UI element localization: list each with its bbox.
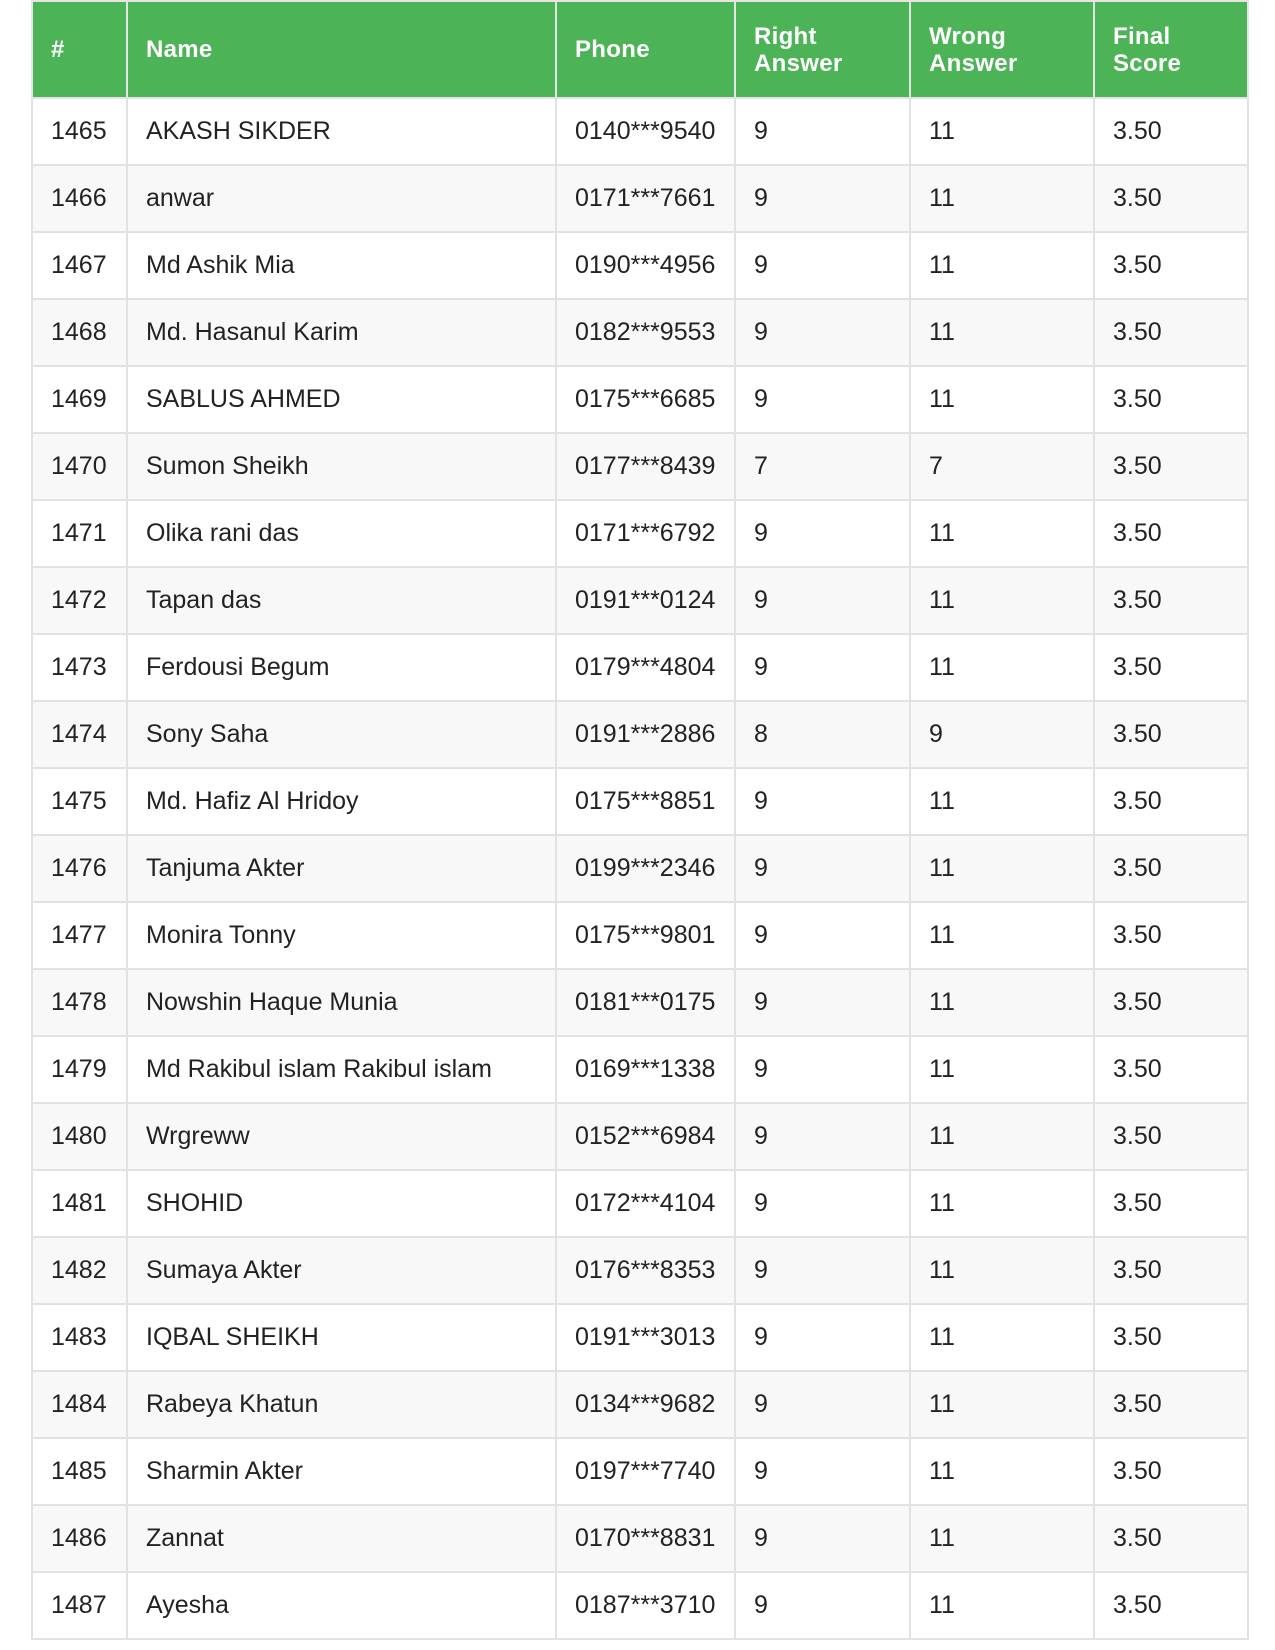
cell-final-score: 3.50 (1094, 1237, 1248, 1304)
table-row (32, 567, 1248, 634)
header-name: Name (127, 1, 556, 98)
cell-name: Sumaya Akter (127, 1237, 556, 1304)
cell-right-answer: 9 (735, 1237, 910, 1304)
cell-number: 1474 (32, 701, 127, 768)
cell-wrong-answer: 11 (910, 232, 1094, 299)
cell-wrong-answer: 11 (910, 98, 1094, 165)
cell-wrong-answer: 11 (910, 366, 1094, 433)
cell-wrong-answer: 7 (910, 433, 1094, 500)
cell-name: Monira Tonny (127, 902, 556, 969)
cell-right-answer: 9 (735, 299, 910, 366)
cell-name: Sony Saha (127, 701, 556, 768)
cell-name: IQBAL SHEIKH (127, 1304, 556, 1371)
table-row (32, 299, 1248, 366)
cell-right-answer: 9 (735, 969, 910, 1036)
cell-wrong-answer: 11 (910, 1304, 1094, 1371)
cell-final-score: 3.50 (1094, 1170, 1248, 1237)
cell-name: Md. Hafiz Al Hridoy (127, 768, 556, 835)
cell-final-score: 3.50 (1094, 567, 1248, 634)
cell-number: 1477 (32, 902, 127, 969)
cell-number: 1481 (32, 1170, 127, 1237)
table-row (32, 969, 1248, 1036)
cell-name: Md. Hasanul Karim (127, 299, 556, 366)
cell-name: Ayesha (127, 1572, 556, 1639)
table-row (32, 634, 1248, 701)
cell-name: Md Ashik Mia (127, 232, 556, 299)
cell-name: Ferdousi Begum (127, 634, 556, 701)
cell-phone: 0181***0175 (556, 969, 735, 1036)
cell-wrong-answer: 11 (910, 902, 1094, 969)
cell-name: Zannat (127, 1505, 556, 1572)
table-row (32, 768, 1248, 835)
cell-phone: 0191***3013 (556, 1304, 735, 1371)
cell-phone: 0152***6984 (556, 1103, 735, 1170)
cell-right-answer: 9 (735, 1438, 910, 1505)
cell-right-answer: 9 (735, 500, 910, 567)
cell-number: 1472 (32, 567, 127, 634)
cell-final-score: 3.50 (1094, 1371, 1248, 1438)
cell-wrong-answer: 11 (910, 1505, 1094, 1572)
cell-number: 1475 (32, 768, 127, 835)
cell-name: Tanjuma Akter (127, 835, 556, 902)
cell-number: 1482 (32, 1237, 127, 1304)
cell-wrong-answer: 11 (910, 969, 1094, 1036)
cell-wrong-answer: 11 (910, 634, 1094, 701)
cell-phone: 0182***9553 (556, 299, 735, 366)
results-table-container (31, 0, 1247, 1640)
cell-number: 1466 (32, 165, 127, 232)
cell-final-score: 3.50 (1094, 835, 1248, 902)
cell-number: 1471 (32, 500, 127, 567)
cell-right-answer: 9 (735, 366, 910, 433)
cell-phone: 0190***4956 (556, 232, 735, 299)
cell-name: Rabeya Khatun (127, 1371, 556, 1438)
table-row (32, 1237, 1248, 1304)
table-row (32, 1572, 1248, 1639)
table-row (32, 835, 1248, 902)
cell-number: 1468 (32, 299, 127, 366)
table-row (32, 1438, 1248, 1505)
cell-name: SABLUS AHMED (127, 366, 556, 433)
cell-wrong-answer: 11 (910, 299, 1094, 366)
cell-phone: 0171***6792 (556, 500, 735, 567)
cell-final-score: 3.50 (1094, 969, 1248, 1036)
cell-number: 1485 (32, 1438, 127, 1505)
cell-name: SHOHID (127, 1170, 556, 1237)
header-number: # (32, 1, 127, 98)
table-row (32, 902, 1248, 969)
cell-wrong-answer: 11 (910, 1036, 1094, 1103)
cell-number: 1476 (32, 835, 127, 902)
cell-phone: 0175***8851 (556, 768, 735, 835)
cell-right-answer: 9 (735, 567, 910, 634)
cell-number: 1484 (32, 1371, 127, 1438)
cell-right-answer: 9 (735, 165, 910, 232)
table-row (32, 1304, 1248, 1371)
cell-final-score: 3.50 (1094, 299, 1248, 366)
cell-phone: 0172***4104 (556, 1170, 735, 1237)
table-row (32, 433, 1248, 500)
table-row (32, 701, 1248, 768)
cell-number: 1486 (32, 1505, 127, 1572)
cell-wrong-answer: 11 (910, 1572, 1094, 1639)
cell-wrong-answer: 11 (910, 1438, 1094, 1505)
cell-phone: 0179***4804 (556, 634, 735, 701)
cell-right-answer: 9 (735, 98, 910, 165)
cell-wrong-answer: 9 (910, 701, 1094, 768)
cell-wrong-answer: 11 (910, 1237, 1094, 1304)
table-row (32, 1371, 1248, 1438)
cell-final-score: 3.50 (1094, 768, 1248, 835)
table-row (32, 165, 1248, 232)
cell-final-score: 3.50 (1094, 1103, 1248, 1170)
cell-right-answer: 9 (735, 902, 910, 969)
cell-wrong-answer: 11 (910, 567, 1094, 634)
cell-final-score: 3.50 (1094, 165, 1248, 232)
cell-final-score: 3.50 (1094, 634, 1248, 701)
cell-right-answer: 9 (735, 1036, 910, 1103)
cell-right-answer: 9 (735, 1505, 910, 1572)
results-table (31, 0, 1249, 1640)
cell-final-score: 3.50 (1094, 1304, 1248, 1371)
cell-number: 1487 (32, 1572, 127, 1639)
cell-phone: 0140***9540 (556, 98, 735, 165)
cell-phone: 0169***1338 (556, 1036, 735, 1103)
table-body (32, 98, 1248, 1639)
cell-final-score: 3.50 (1094, 500, 1248, 567)
cell-number: 1480 (32, 1103, 127, 1170)
cell-final-score: 3.50 (1094, 366, 1248, 433)
cell-final-score: 3.50 (1094, 1505, 1248, 1572)
cell-phone: 0175***9801 (556, 902, 735, 969)
cell-name: Tapan das (127, 567, 556, 634)
cell-final-score: 3.50 (1094, 1036, 1248, 1103)
cell-number: 1469 (32, 366, 127, 433)
cell-phone: 0175***6685 (556, 366, 735, 433)
table-header (32, 1, 1248, 98)
cell-wrong-answer: 11 (910, 835, 1094, 902)
cell-wrong-answer: 11 (910, 1371, 1094, 1438)
table-row (32, 98, 1248, 165)
cell-right-answer: 9 (735, 768, 910, 835)
cell-phone: 0171***7661 (556, 165, 735, 232)
table-row (32, 1170, 1248, 1237)
cell-wrong-answer: 11 (910, 1103, 1094, 1170)
cell-name: Olika rani das (127, 500, 556, 567)
table-row (32, 366, 1248, 433)
table-row (32, 1505, 1248, 1572)
cell-phone: 0134***9682 (556, 1371, 735, 1438)
cell-final-score: 3.50 (1094, 232, 1248, 299)
cell-phone: 0191***0124 (556, 567, 735, 634)
header-wrong-answer: Wrong Answer (910, 1, 1094, 98)
cell-final-score: 3.50 (1094, 433, 1248, 500)
cell-number: 1483 (32, 1304, 127, 1371)
header-phone: Phone (556, 1, 735, 98)
cell-right-answer: 9 (735, 1371, 910, 1438)
cell-right-answer: 9 (735, 1103, 910, 1170)
cell-phone: 0197***7740 (556, 1438, 735, 1505)
table-row (32, 1036, 1248, 1103)
cell-number: 1470 (32, 433, 127, 500)
cell-name: AKASH SIKDER (127, 98, 556, 165)
cell-final-score: 3.50 (1094, 1438, 1248, 1505)
cell-final-score: 3.50 (1094, 98, 1248, 165)
cell-right-answer: 8 (735, 701, 910, 768)
cell-wrong-answer: 11 (910, 1170, 1094, 1237)
cell-right-answer: 7 (735, 433, 910, 500)
cell-wrong-answer: 11 (910, 165, 1094, 232)
cell-phone: 0187***3710 (556, 1572, 735, 1639)
cell-name: Nowshin Haque Munia (127, 969, 556, 1036)
cell-number: 1473 (32, 634, 127, 701)
cell-number: 1465 (32, 98, 127, 165)
cell-number: 1479 (32, 1036, 127, 1103)
header-right-answer: Right Answer (735, 1, 910, 98)
cell-phone: 0176***8353 (556, 1237, 735, 1304)
cell-name: Md Rakibul islam Rakibul islam (127, 1036, 556, 1103)
cell-phone: 0191***2886 (556, 701, 735, 768)
cell-number: 1467 (32, 232, 127, 299)
cell-right-answer: 9 (735, 1572, 910, 1639)
cell-final-score: 3.50 (1094, 701, 1248, 768)
cell-right-answer: 9 (735, 1304, 910, 1371)
table-row (32, 1103, 1248, 1170)
cell-right-answer: 9 (735, 634, 910, 701)
cell-phone: 0177***8439 (556, 433, 735, 500)
cell-name: Sharmin Akter (127, 1438, 556, 1505)
cell-final-score: 3.50 (1094, 1572, 1248, 1639)
cell-right-answer: 9 (735, 835, 910, 902)
cell-name: Sumon Sheikh (127, 433, 556, 500)
cell-name: Wrgreww (127, 1103, 556, 1170)
cell-phone: 0170***8831 (556, 1505, 735, 1572)
cell-wrong-answer: 11 (910, 768, 1094, 835)
cell-right-answer: 9 (735, 1170, 910, 1237)
cell-final-score: 3.50 (1094, 902, 1248, 969)
cell-right-answer: 9 (735, 232, 910, 299)
cell-wrong-answer: 11 (910, 500, 1094, 567)
cell-name: anwar (127, 165, 556, 232)
cell-number: 1478 (32, 969, 127, 1036)
table-row (32, 500, 1248, 567)
header-row (32, 1, 1248, 98)
cell-phone: 0199***2346 (556, 835, 735, 902)
table-row (32, 232, 1248, 299)
header-final-score: Final Score (1094, 1, 1248, 98)
